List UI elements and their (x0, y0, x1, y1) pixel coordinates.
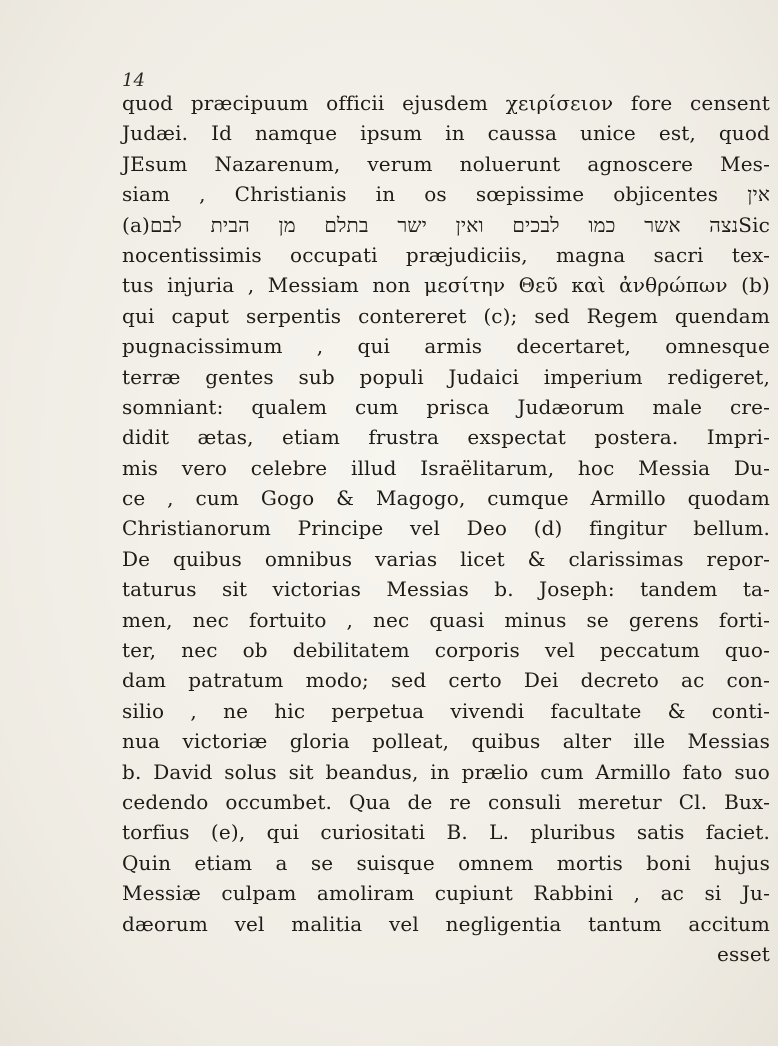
text-line: siam , Christianis in os sœpissime objicentes אין (122, 182, 770, 207)
text-line: Christianorum Principe vel Deo (d) fingitur bellum. (122, 516, 770, 541)
text-line: silio , ne hic perpetua vivendi facultate & conti- (122, 698, 770, 723)
text-line: b. David solus sit beandus, in prælio cum Armillo fato suo (122, 759, 770, 784)
text-line: cedendo occumbet. Qua de re consuli meretur Cl. Bux- (122, 789, 770, 814)
text-line: Messiæ culpam amoliram cupiunt Rabbini , ac si Ju- (122, 881, 770, 906)
text-line: nua victoriæ gloria polleat, quibus alter ille Messias (122, 729, 770, 754)
text-line: didit ætas, etiam frustra exspectat postera. Impri- (122, 425, 770, 450)
text-line: taturus sit victorias Messias b. Joseph: tandem ta- (122, 577, 770, 602)
page-number: 14 (122, 70, 145, 91)
text-line: nocentissimis occupati præjudiciis, magna sacri tex- (122, 242, 770, 267)
text-line: quod præcipuum officii ejusdem χειρίσειον fore censent (122, 91, 770, 115)
text-line: ce , cum Gogo & Magogo, cumque Armillo quodam (122, 486, 770, 511)
text-line: JEsum Nazarenum, verum noluerunt agnoscere Mes- (122, 151, 770, 176)
text-line: somniant: qualem cum prisca Judæorum male cre- (122, 394, 770, 419)
body-text (122, 88, 770, 969)
text-line: De quibus omnibus varias licet & clarissimas repor- (122, 546, 770, 571)
text-line: men, nec fortuito , nec quasi minus se gerens forti- (122, 607, 770, 632)
text-line: pugnacissimum , qui armis decertaret, omnesque (122, 334, 770, 359)
text-line: Quin etiam a se suisque omnem mortis boni hujus (122, 850, 770, 875)
text-line: mis vero celebre illud Israëlitarum, hoc Messia Du- (122, 455, 770, 480)
text-line: dam patratum modo; sed certo Dei decreto ac con- (122, 668, 770, 693)
text-line: dæorum vel malitia vel negligentia tantum accitum (122, 911, 770, 936)
text-line: tus injuria , Messiam non μεσίτην Θεῦ καὶ ἀνθρώπων (b) (122, 273, 770, 298)
text-line: ter, nec ob debilitatem corporis vel peccatum quo- (122, 638, 770, 663)
text-line: terræ gentes sub populi Judaici imperium redigeret, (122, 364, 770, 389)
catchword: esset (717, 941, 770, 966)
text-line: (a)נצה אשר כמו לבכים ואין ישר בתלם מן הבית לבםSic (122, 212, 770, 237)
text-line: qui caput serpentis contereret (c); sed Regem quendam (122, 303, 770, 328)
text-line: torfius (e), qui curiositati B. L. pluribus satis faciet. (122, 820, 770, 845)
text-line: Judæi. Id namque ipsum in caussa unice est, quod (122, 121, 770, 146)
